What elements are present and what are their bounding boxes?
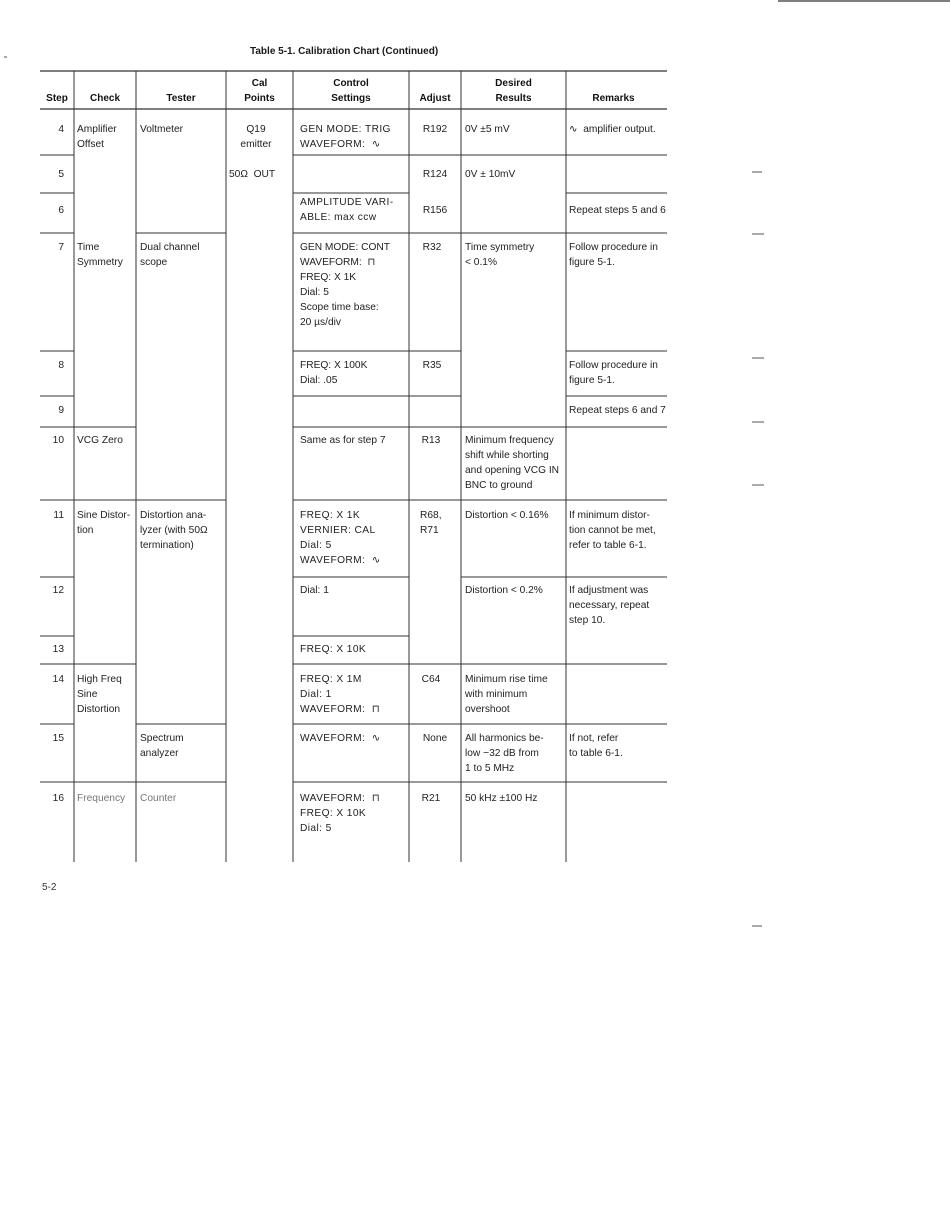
desired-cell: Distortion < 0.16% [465, 510, 549, 521]
tester-cell: Dual channel scope [140, 242, 200, 268]
adjust-cell: R35 [422, 360, 442, 371]
step-number: 8 [58, 360, 64, 371]
control-cell: Same as for step 7 [300, 435, 386, 446]
adjust-cell: R32 [422, 242, 442, 253]
remarks-cell: If adjustment was necessary, repeat step 10. [569, 585, 650, 626]
tester-cell: Distortion ana- lyzer (with 50Ω termination) [140, 510, 208, 551]
control-cell: Dial: 1 [300, 585, 329, 596]
remarks-cell: Follow procedure in figure 5-1. [569, 360, 658, 386]
step-number: 6 [58, 205, 64, 216]
control-cell: GEN MODE: TRIG WAVEFORM: ∿ [300, 124, 391, 150]
step-number: 14 [52, 674, 64, 685]
adjust-cell: C64 [421, 674, 441, 685]
header-adjust: Adjust [419, 93, 451, 104]
table-title: Table 5-1. Calibration Chart (Continued) [250, 46, 439, 57]
page-number: 5-2 [42, 882, 57, 893]
adjust-cell: R68, R71 [420, 510, 442, 536]
tester-cell: Voltmeter [140, 124, 184, 135]
remarks-cell: If minimum distor- tion cannot be met, refer to table 6-1. [569, 510, 656, 551]
step-number: 9 [58, 405, 64, 416]
header-control-settings: Control Settings [331, 78, 371, 104]
step-number: 15 [52, 733, 64, 744]
control-cell: WAVEFORM: ∿ [300, 733, 381, 744]
tester-cell: Spectrum analyzer [140, 733, 184, 759]
remarks-cell: Follow procedure in figure 5-1. [569, 242, 658, 268]
step-number: 10 [52, 435, 64, 446]
adjust-cell: None [422, 733, 448, 744]
tester-cell: Counter [140, 793, 177, 804]
step-number: 4 [58, 124, 64, 135]
remarks-cell: If not, refer to table 6-1. [569, 733, 623, 759]
step-number: 12 [52, 585, 64, 596]
adjust-cell: R156 [422, 205, 448, 216]
desired-cell: Time symmetry < 0.1% [465, 242, 535, 268]
control-cell: AMPLITUDE VARI- ABLE: max ccw [300, 197, 394, 223]
header-desired-results: Desired Results [495, 78, 532, 104]
step-number: 5 [58, 169, 64, 180]
check-cell: Amplifier Offset [77, 124, 117, 150]
control-cell: FREQ: X 1K VERNIER: CAL Dial: 5 WAVEFORM: ∿ [300, 510, 381, 566]
control-cell: WAVEFORM: ⊓ FREQ: X 10K Dial: 5 [300, 793, 381, 834]
remarks-cell: ∿ amplifier output. [569, 124, 656, 135]
control-cell: FREQ: X 1M Dial: 1 WAVEFORM: ⊓ [300, 674, 381, 715]
cal-point-cell: 50Ω OUT [229, 169, 276, 180]
header-tester: Tester [166, 93, 196, 104]
remarks-cell: Repeat steps 5 and 6 [569, 205, 666, 216]
step-number: 13 [52, 644, 64, 655]
step-number: 11 [53, 510, 64, 521]
desired-cell: Minimum frequency shift while shorting and opening VCG IN BNC to ground [465, 435, 560, 491]
adjust-cell: R13 [421, 435, 441, 446]
header-remarks: Remarks [592, 93, 635, 104]
check-cell: VCG Zero [77, 435, 123, 446]
control-cell: GEN MODE: CONT WAVEFORM: ⊓ FREQ: X 1K Dial: 5 Scope time base: 20 µs/div [300, 242, 390, 328]
control-cell: FREQ: X 10K [300, 644, 367, 655]
adjust-cell: R124 [422, 169, 448, 180]
check-cell: Frequency [77, 793, 126, 804]
check-cell: High Freq Sine Distortion [77, 674, 122, 715]
header-cal-points: Cal Points [244, 78, 275, 104]
header-check: Check [89, 93, 120, 104]
desired-cell: 50 kHz ±100 Hz [465, 793, 538, 804]
desired-cell: All harmonics be- low −32 dB from 1 to 5 MHz [465, 733, 544, 774]
step-number: 16 [52, 793, 64, 804]
desired-cell: Distortion < 0.2% [465, 585, 543, 596]
desired-cell: 0V ± 10mV [465, 169, 516, 180]
step-number: 7 [58, 242, 64, 253]
cal-point-cell: Q19 emitter [240, 124, 272, 150]
header-step: Step [46, 93, 68, 104]
desired-cell: Minimum rise time with minimum overshoot [465, 674, 548, 715]
control-cell: FREQ: X 100K Dial: .05 [300, 360, 368, 386]
adjust-cell: R192 [422, 124, 448, 135]
desired-cell: 0V ±5 mV [465, 124, 510, 135]
adjust-cell: R21 [421, 793, 441, 804]
check-cell: Sine Distor- tion [77, 510, 131, 536]
check-cell: Time Symmetry [77, 242, 123, 268]
remarks-cell: Repeat steps 6 and 7 [569, 405, 666, 416]
